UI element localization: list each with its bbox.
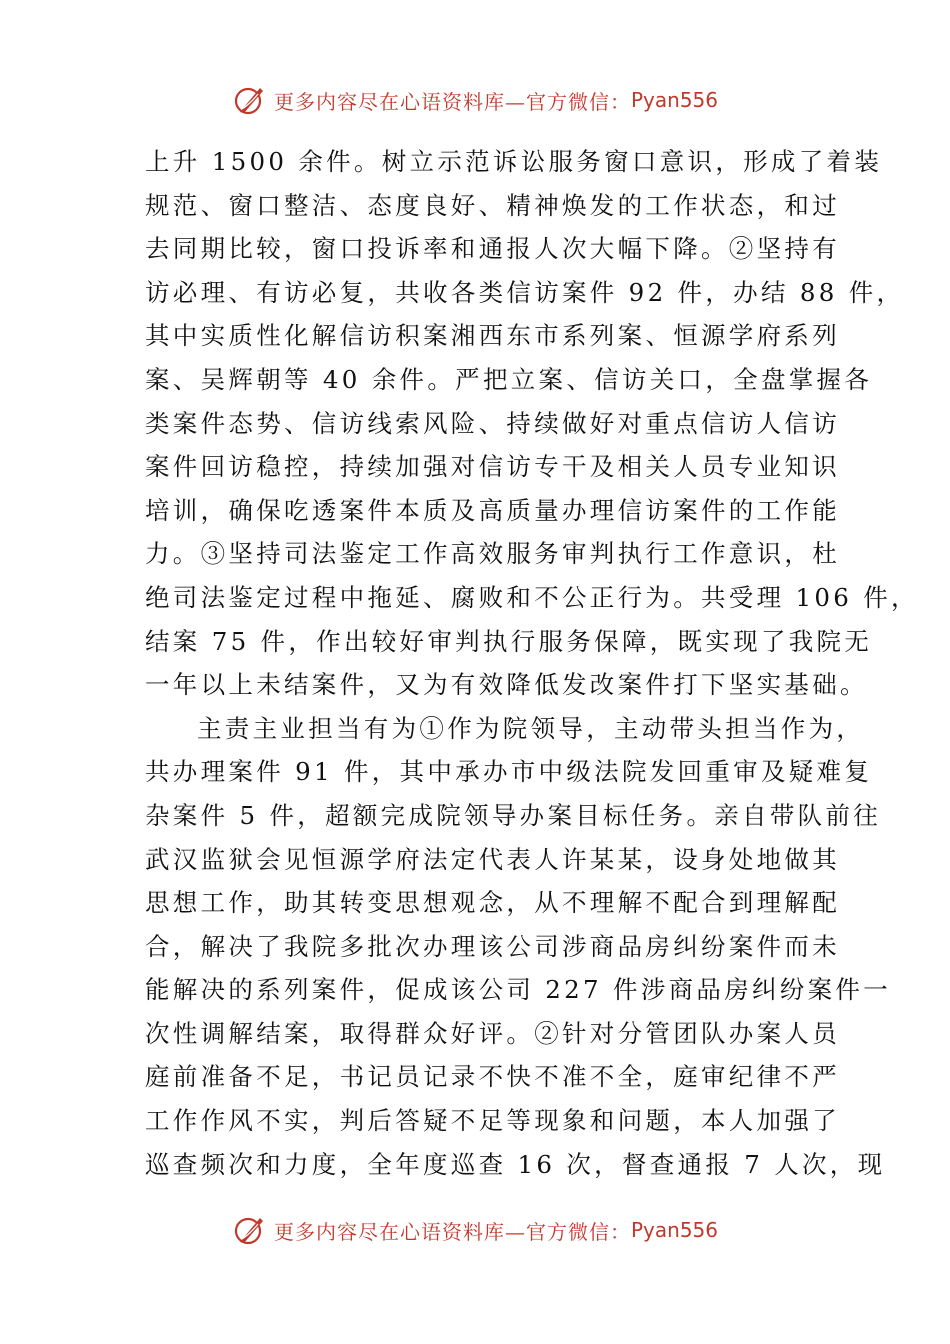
text-line: 武汉监狱会见恒源学府法定代表人许某某，设身处地做其 [145,844,840,874]
text-line: 工作作风不实，判后答疑不足等现象和问题，本人加强了 [145,1106,840,1136]
text-line: 规范、窗口整洁、态度良好、精神焕发的工作状态，和过 [145,190,840,220]
text-line: 案件回访稳控，持续加强对信访专干及相关人员专业知识 [145,452,840,482]
text-line: 思想工作，助其转变思想观念，从不理解不配合到理解配 [145,888,840,918]
text-line: 共办理案件 91 件，其中承办市中级法院发回重审及疑难复 [145,757,873,787]
document-body [145,140,919,1186]
quill-pen-logo-icon [232,1212,268,1248]
text-line: 上升 1500 余件。树立示范诉讼服务窗口意识，形成了着装 [145,147,883,176]
text-line: 访必理、有访必复，共收各类信访案件 92 件，办结 88 件， [145,277,905,307]
paragraph-start-line: 主责主业担当有为①作为院领导，主动带头担当作为， [197,713,865,743]
watermark-text: 更多内容尽在心语资料库—官方微信： [273,89,631,114]
text-line: 绝司法鉴定过程中拖延、腐败和不公正行为。共受理 106 件， [145,582,919,612]
text-line: 巡查频次和力度，全年度巡查 16 次，督查通报 7 人次，现 [145,1149,886,1179]
text-line: 去同期比较，窗口投诉率和通报人次大幅下降。②坚持有 [145,234,840,264]
header-watermark [0,80,950,120]
text-line: 结案 75 件，作出较好审判执行服务保障，既实现了我院无 [145,626,873,656]
text-line: 培训，确保吃透案件本质及高质量办理信访案件的工作能 [145,495,840,525]
text-line: 力。③坚持司法鉴定工作高效服务审判执行工作意识，杜 [145,539,840,569]
text-line: 案、吴辉朝等 40 余件。严把立案、信访关口，全盘掌握各 [145,364,873,394]
text-line: 杂案件 5 件，超额完成院领导办案目标任务。亲自带队前往 [145,800,882,830]
quill-pen-logo-icon [232,82,268,118]
text-line: 庭前准备不足，书记员记录不快不准不全，庭审纪律不严 [145,1062,840,1092]
text-line: 能解决的系列案件，促成该公司 227 件涉商品房纠纷案件一 [145,975,892,1005]
watermark-text: 更多内容尽在心语资料库—官方微信： [273,1219,631,1244]
text-line: 合，解决了我院多批次办理该公司涉商品房纠纷案件而未 [145,931,840,961]
text-line: 一年以上未结案件，又为有效降低发改案件打下坚实基础。 [145,670,868,700]
text-line: 类案件态势、信访线索风险、持续做好对重点信访人信访 [145,408,840,438]
watermark-wechat-id: Pyan556 [630,1218,718,1242]
text-line: 其中实质性化解信访积案湘西东市系列案、恒源学府系列 [145,321,840,351]
footer-watermark [0,1210,950,1250]
watermark-wechat-id: Pyan556 [630,88,718,112]
text-line: 次性调解结案，取得群众好评。②针对分管团队办案人员 [145,1018,840,1048]
